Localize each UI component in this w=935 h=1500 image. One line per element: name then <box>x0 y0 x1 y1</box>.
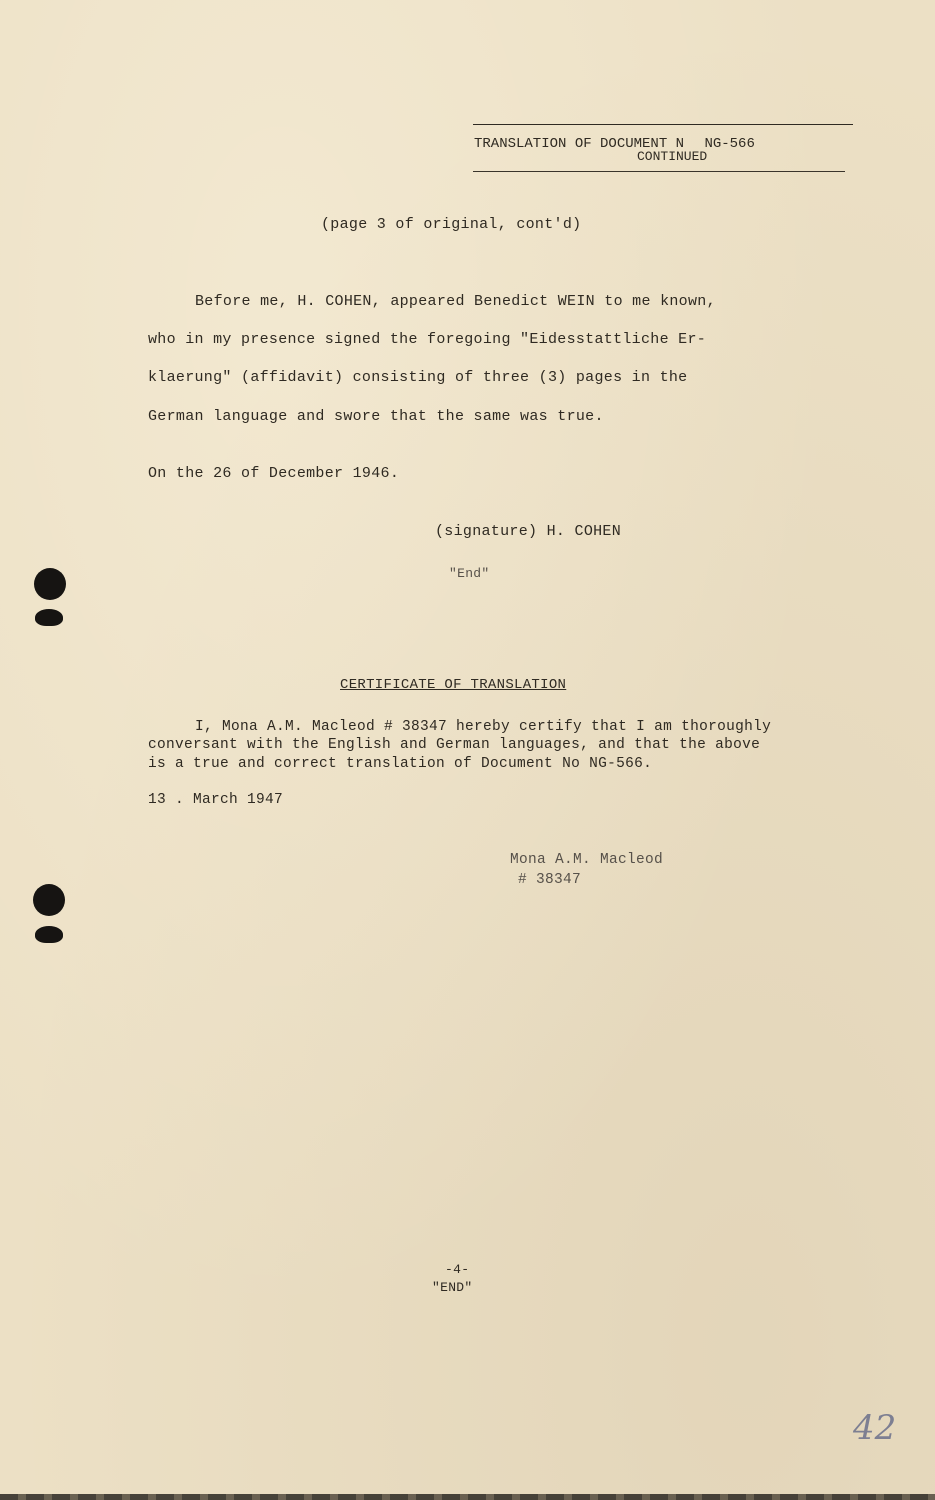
page-number: -4- <box>445 1262 470 1277</box>
body-line-4: German language and swore that the same was true. <box>148 408 604 425</box>
punch-hole-lower-fragment <box>35 926 63 943</box>
body-line-1: Before me, H. COHEN, appeared Benedict WEIN to me known, <box>195 293 716 310</box>
signer-number: # 38347 <box>518 872 582 888</box>
page-reference: (page 3 of original, cont'd) <box>321 216 582 233</box>
body-line-3: klaerung" (affidavit) consisting of three (3) pages in the <box>148 369 688 386</box>
certificate-line-2: conversant with the English and German languages, and that the above <box>148 737 761 753</box>
certificate-heading: CERTIFICATE OF TRANSLATION <box>340 677 567 693</box>
body-line-2: who in my presence signed the foregoing "Eidesstattliche Er- <box>148 331 707 348</box>
document-header-title: TRANSLATION OF DOCUMENT N <box>474 136 685 152</box>
certificate-line-3: is a true and correct translation of Document No NG-566. <box>148 756 653 772</box>
document-number: NG-566 <box>704 136 755 152</box>
signature-line: (signature) H. COHEN <box>435 523 622 540</box>
header-top-rule <box>473 124 853 125</box>
footer-end: "END" <box>432 1280 473 1295</box>
end-quote: "End" <box>449 566 490 581</box>
punch-hole-upper-fragment <box>35 609 63 626</box>
certificate-date: 13 . March 1947 <box>148 792 284 808</box>
punch-hole-upper <box>34 568 66 600</box>
scan-bottom-edge <box>0 1494 935 1500</box>
handwritten-page-mark: 42 <box>853 1408 897 1448</box>
punch-hole-lower <box>33 884 65 916</box>
header-bottom-rule <box>473 171 845 172</box>
document-header <box>474 136 755 164</box>
signer-name: Mona A.M. Macleod <box>510 852 664 868</box>
date-line: On the 26 of December 1946. <box>148 465 400 482</box>
continued-label: CONTINUED <box>637 149 708 164</box>
certificate-line-1: I, Mona A.M. Macleod # 38347 hereby certify that I am thoroughly <box>195 719 772 735</box>
